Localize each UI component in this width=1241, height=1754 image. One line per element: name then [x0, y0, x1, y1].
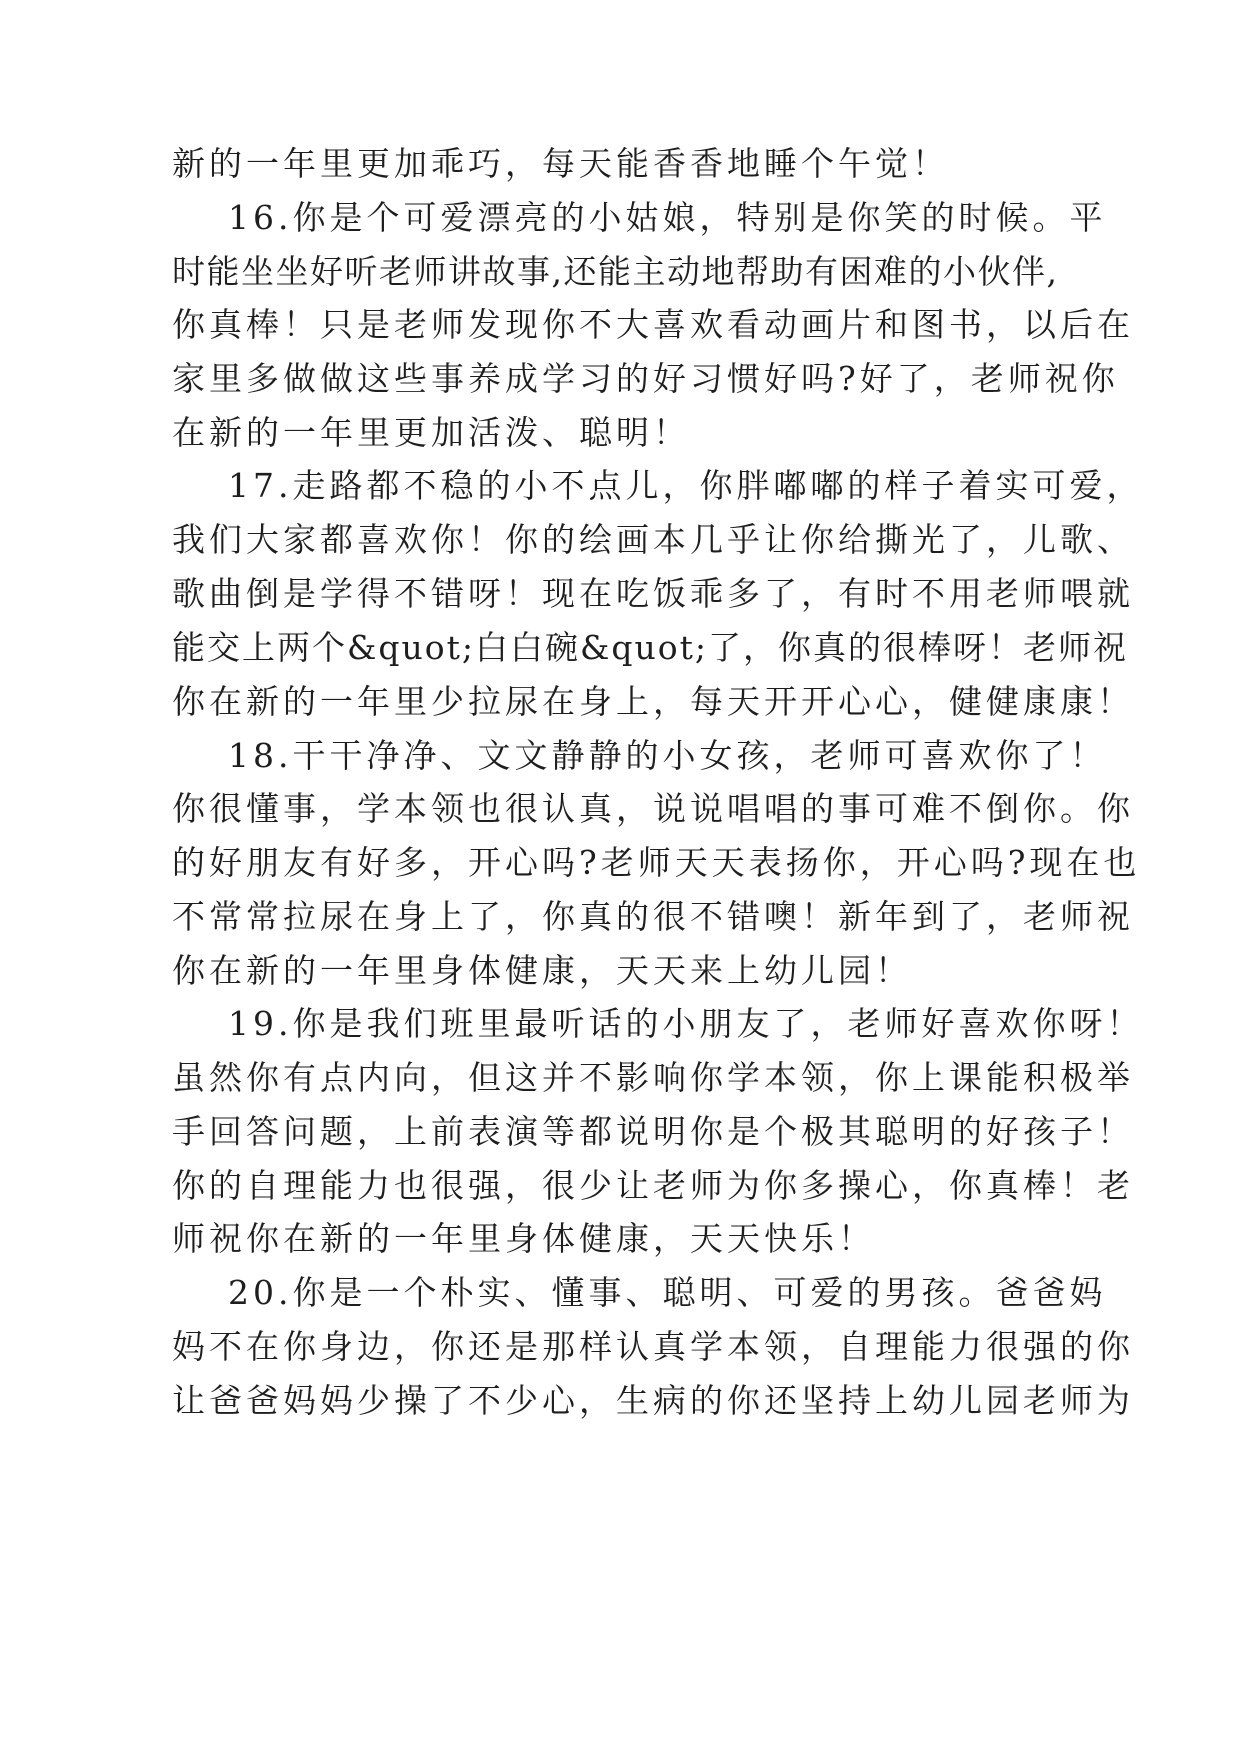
text-line: 不常常拉尿在身上了，你真的很不错噢！新年到了，老师祝 — [172, 897, 1134, 936]
text-line: 18.干干净净、文文静静的小女孩，老师可喜欢你了！ — [228, 736, 1107, 775]
text-line: 在新的一年里更加活泼、聪明！ — [172, 413, 690, 452]
text-line: 19.你是我们班里最听话的小朋友了，老师好喜欢你呀！ — [228, 1004, 1144, 1043]
text-line: 虽然你有点内向，但这并不影响你学本领，你上课能积极举 — [172, 1058, 1134, 1097]
text-line: 你的自理能力也很强，很少让老师为你多操心，你真棒！老 — [172, 1166, 1134, 1205]
text-line: 17.走路都不稳的小不点儿，你胖嘟嘟的样子着实可爱， — [228, 466, 1144, 505]
text-line: 时能坐坐好听老师讲故事,还能主动地帮助有困难的小伙伴, — [172, 252, 1059, 291]
text-line: 手回答问题，上前表演等都说明你是个极其聪明的好孩子！ — [172, 1112, 1134, 1151]
text-line: 歌曲倒是学得不错呀！现在吃饭乖多了，有时不用老师喂就 — [172, 574, 1134, 613]
text-line: 16.你是个可爱漂亮的小姑娘，特别是你笑的时候。平 — [228, 198, 1107, 237]
text-line: 让爸爸妈妈少操了不少心，生病的你还坚持上幼儿园老师为 — [172, 1381, 1134, 1420]
text-line: 能交上两个&quot;白白碗&quot;了，你真的很棒呀！老师祝 — [172, 628, 1128, 667]
text-line: 家里多做做这些事养成学习的好习惯好吗?好了，老师祝你 — [172, 359, 1119, 398]
text-line: 妈不在你身边，你还是那样认真学本领，自理能力很强的你 — [172, 1327, 1134, 1366]
text-line: 师祝你在新的一年里身体健康，天天快乐！ — [172, 1219, 875, 1258]
text-line: 你真棒！只是老师发现你不大喜欢看动画片和图书，以后在 — [172, 305, 1134, 344]
text-line: 的好朋友有好多，开心吗?老师天天表扬你，开心吗?现在也 — [172, 843, 1141, 882]
text-line: 20.你是一个朴实、懂事、聪明、可爱的男孩。爸爸妈 — [228, 1273, 1107, 1312]
text-line: 你在新的一年里少拉尿在身上，每天开开心心，健健康康！ — [172, 682, 1134, 721]
text-line: 你很懂事，学本领也很认真，说说唱唱的事可难不倒你。你 — [172, 789, 1134, 828]
text-line: 你在新的一年里身体健康，天天来上幼儿园！ — [172, 951, 912, 990]
text-line: 我们大家都喜欢你！你的绘画本几乎让你给撕光了，儿歌、 — [172, 520, 1134, 559]
text-line: 新的一年里更加乖巧，每天能香香地睡个午觉！ — [172, 144, 949, 183]
